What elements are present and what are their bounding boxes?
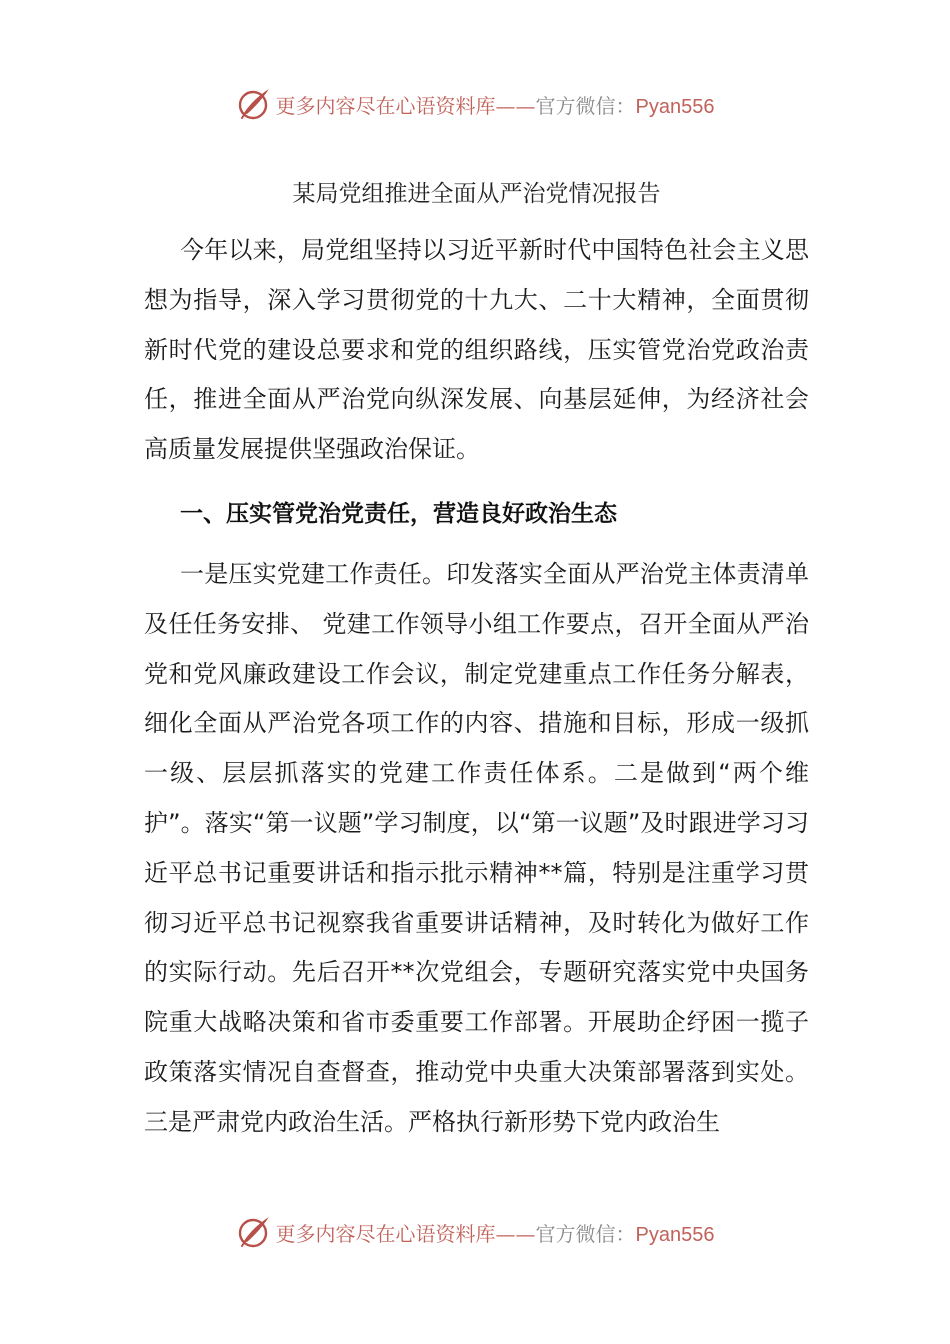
- banner-wechat-id: Pyan556: [635, 95, 715, 118]
- intro-paragraph: 今年以来，局党组坚持以习近平新时代中国特色社会主义思想为指导，深入学习贯彻党的十九大、二十大精神，全面贯彻新时代党的建设总要求和党的组织路线，压实管党治党政治责任，推进全面从严治党向纵深发展、向基层延伸，为经济社会高质量发展提供坚强政治保证。: [144, 236, 809, 464]
- banner-wechat-label: 官方微信：: [535, 93, 636, 118]
- footer-banner: [0, 1210, 950, 1254]
- section-heading: 一、压实管党治党责任，营造良好政治生态: [180, 500, 617, 527]
- document-body: [144, 170, 809, 1148]
- document-title: 某局党组推进全面从严治党情况报告: [292, 181, 661, 207]
- quill-logo-icon: [236, 86, 272, 122]
- quill-logo-icon: [236, 1214, 272, 1250]
- banner-wechat-id: Pyan556: [635, 1223, 715, 1246]
- header-banner: [0, 82, 950, 126]
- banner-wechat-label: 官方微信：: [535, 1221, 636, 1246]
- section-paragraph: 一是压实党建工作责任。印发落实全面从严治党主体责清单及任任务安排、 党建工作领导小组工作要点，召开全面从严治党和党风廉政建设工作会议，制定党建重点工作任务分解表，细化全面从严治党各项工作的内容、措施和目标，形成一级抓一级、层层抓落实的党建工作责任体系。二是做到“两个维护”。落实“第一议题”学习制度，以“第一议题”及时跟进学习习近平总书记重要讲话和指示批示精神**篇，特别是注重学习贯彻习近平总书记视察我省重要讲话精神，及时转化为做好工作的实际行动。先后召开**次党组会，专题研究落实党中央国务院重大战略决策和省市委重要工作部署。开展助企纾困一揽子政策落实情况自查督查，推动党中央重大决策部署落到实处。三是严肃党内政治生活。严格执行新形势下党内政治生: [144, 559, 809, 1136]
- banner-prefix: 更多内容尽在心语资料库——: [275, 1221, 536, 1246]
- banner-text: [276, 1218, 715, 1247]
- banner-prefix: 更多内容尽在心语资料库——: [275, 93, 536, 118]
- banner-text: [276, 90, 715, 119]
